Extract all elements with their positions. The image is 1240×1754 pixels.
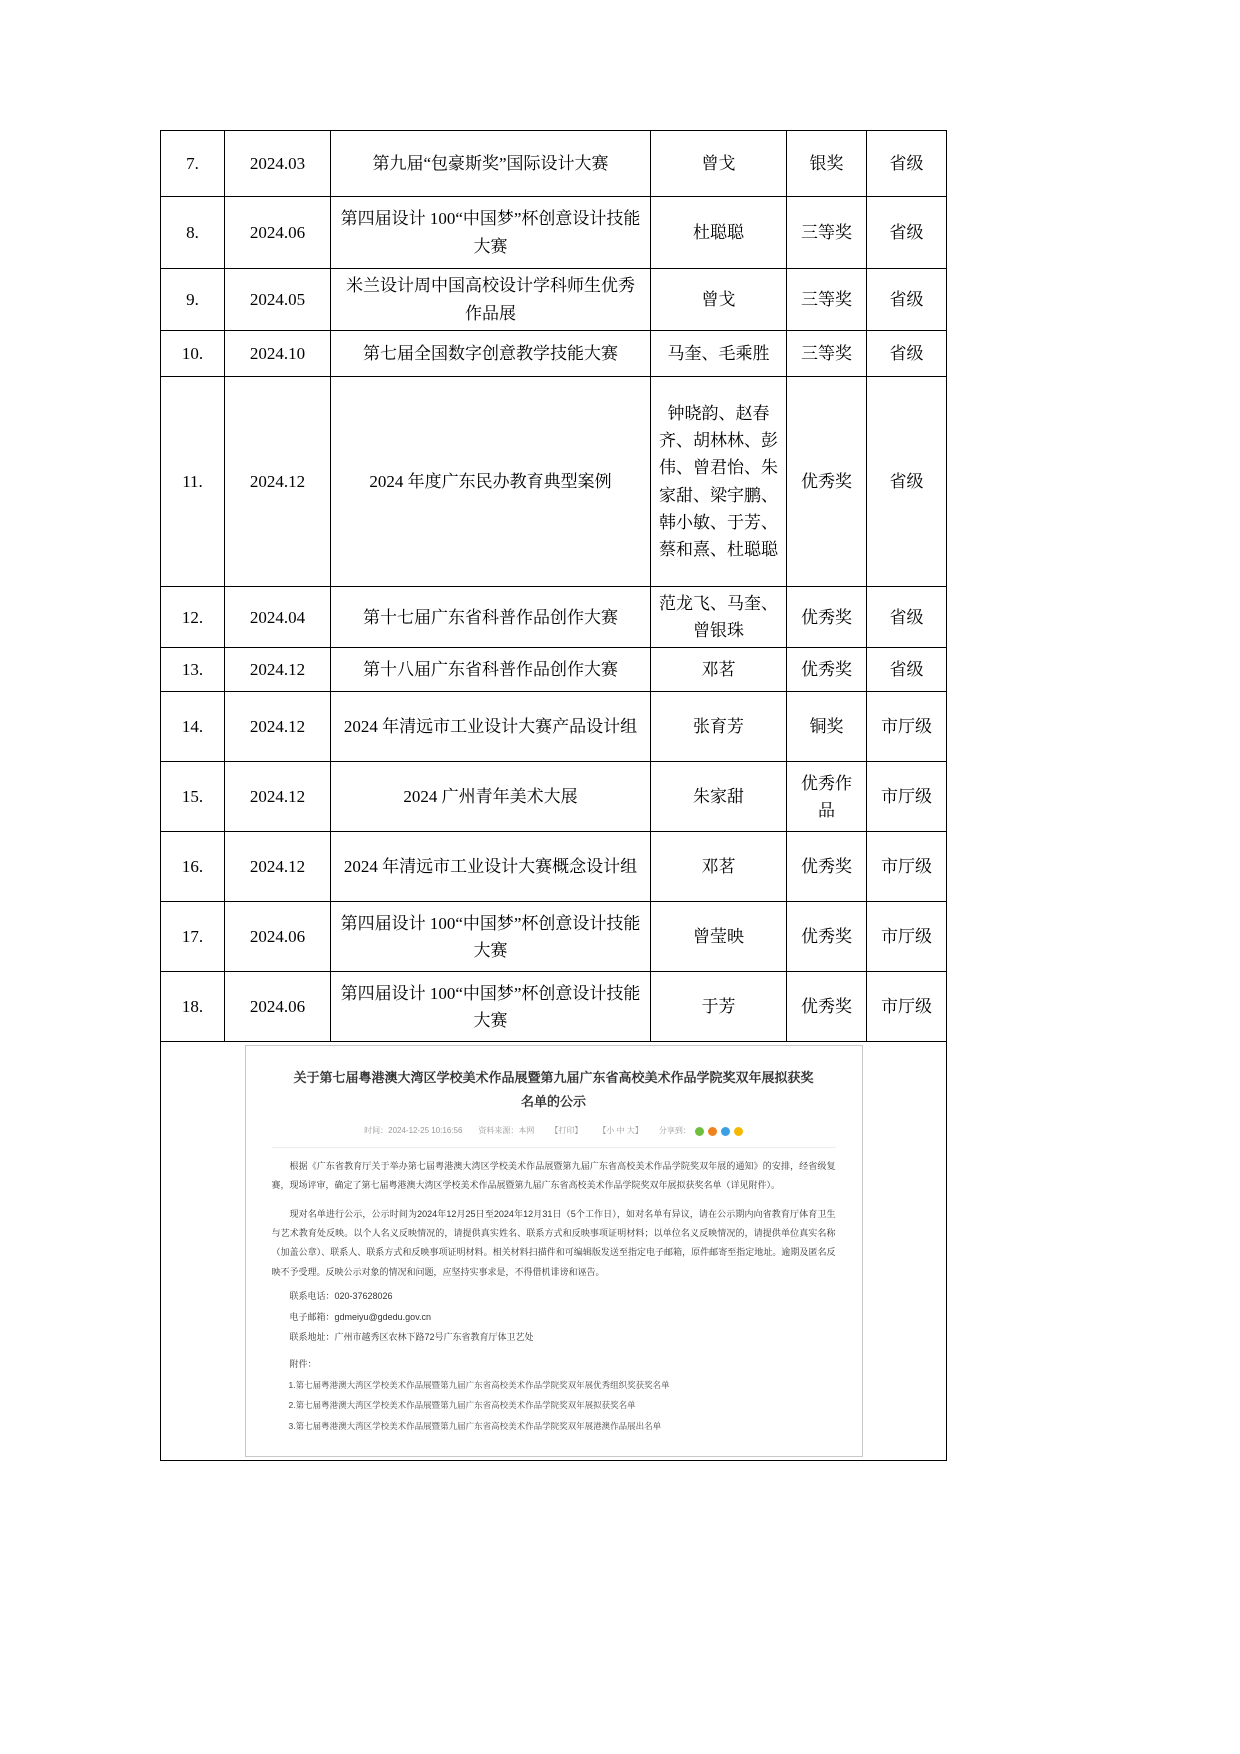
award-date: 2024.10	[225, 331, 331, 377]
row-number: 8.	[161, 197, 225, 269]
winner-names: 钟晓韵、赵春齐、胡林林、彭伟、曾君怡、朱家甜、梁宇鹏、韩小敏、于芳、蔡和熹、杜聪聪	[651, 377, 787, 587]
row-number: 18.	[161, 972, 225, 1042]
competition-name: 第十八届广东省科普作品创作大赛	[331, 648, 651, 692]
award-grade: 铜奖	[787, 692, 867, 762]
winner-names: 曾戈	[651, 131, 787, 197]
award-date: 2024.06	[225, 972, 331, 1042]
award-date: 2024.12	[225, 762, 331, 832]
award-grade: 优秀奖	[787, 832, 867, 902]
winner-names: 马奎、毛乘胜	[651, 331, 787, 377]
winner-names: 范龙飞、马奎、曾银珠	[651, 587, 787, 648]
winner-names: 张育芳	[651, 692, 787, 762]
award-date: 2024.12	[225, 692, 331, 762]
award-level: 省级	[867, 331, 947, 377]
winner-names: 于芳	[651, 972, 787, 1042]
announcement-title: 关于第七届粤港澳大湾区学校美术作品展暨第九届广东省高校美术作品学院奖双年展拟获奖名单的公示	[293, 1070, 814, 1109]
table-row	[161, 587, 947, 648]
announcement-body	[272, 1157, 836, 1282]
table-row	[161, 648, 947, 692]
attachment-link: 3.第七届粤港澳大湾区学校美术作品展暨第九届广东省高校美术作品学院奖双年展港澳作品展出名单	[288, 1420, 662, 1431]
row-number: 11.	[161, 377, 225, 587]
award-date: 2024.03	[225, 131, 331, 197]
announcement-contact	[272, 1286, 836, 1348]
competition-name: 2024 广州青年美术大展	[331, 762, 651, 832]
row-number: 13.	[161, 648, 225, 692]
table-row	[161, 762, 947, 832]
award-grade: 优秀奖	[787, 377, 867, 587]
announcement-paragraph: 根据《广东省教育厅关于举办第七届粤港澳大湾区学校美术作品展暨第九届广东省高校美术作品学院奖双年展的通知》的安排，经省级复赛，现场评审，确定了第七届粤港澳大湾区学校美术作品展暨第九届广东省高校美术作品学院奖双年展拟获奖名单（详见附件）。	[271, 1160, 836, 1191]
award-level: 省级	[867, 269, 947, 331]
competition-name: 第九届“包豪斯奖”国际设计大赛	[331, 131, 651, 197]
announcement-meta-bar	[272, 1125, 836, 1148]
row-number: 15.	[161, 762, 225, 832]
award-level: 省级	[867, 131, 947, 197]
font-size-controls: 【小 中 大】	[598, 1126, 643, 1136]
table-row	[161, 692, 947, 762]
table-row	[161, 902, 947, 972]
row-number: 10.	[161, 331, 225, 377]
award-level: 省级	[867, 587, 947, 648]
award-grade: 优秀作品	[787, 762, 867, 832]
award-level: 省级	[867, 377, 947, 587]
meta-source: 资料来源：本网	[478, 1126, 535, 1136]
award-grade: 优秀奖	[787, 587, 867, 648]
winner-names: 曾莹映	[651, 902, 787, 972]
competition-name: 第七届全国数字创意教学技能大赛	[331, 331, 651, 377]
award-level: 市厅级	[867, 762, 947, 832]
table-row	[161, 197, 947, 269]
share-wechat-icon	[695, 1127, 704, 1136]
award-level: 市厅级	[867, 902, 947, 972]
award-date: 2024.12	[225, 648, 331, 692]
share-controls	[659, 1125, 743, 1138]
competition-name: 第四届设计 100“中国梦”杯创意设计技能大赛	[331, 972, 651, 1042]
award-grade: 优秀奖	[787, 902, 867, 972]
award-level: 市厅级	[867, 832, 947, 902]
row-number: 12.	[161, 587, 225, 648]
award-date: 2024.04	[225, 587, 331, 648]
contact-email: 电子邮箱：gdmeiyu@gdedu.gov.cn	[289, 1311, 432, 1322]
embedded-screenshot-row	[161, 1042, 947, 1461]
award-grade: 优秀奖	[787, 648, 867, 692]
award-grade: 三等奖	[787, 197, 867, 269]
row-number: 7.	[161, 131, 225, 197]
row-number: 9.	[161, 269, 225, 331]
table-row	[161, 269, 947, 331]
table-row	[161, 972, 947, 1042]
competition-name: 第四届设计 100“中国梦”杯创意设计技能大赛	[331, 197, 651, 269]
announcement-screenshot	[245, 1045, 863, 1457]
award-date: 2024.06	[225, 902, 331, 972]
award-level: 市厅级	[867, 972, 947, 1042]
table-row	[161, 131, 947, 197]
announcement-paragraph: 现对名单进行公示，公示时间为2024年12月25日至2024年12月31日（5个工作日），如对名单有异议，请在公示期内向省教育厅体育卫生与艺术教育处反映。以个人名义反映情况的，请提供真实姓名、联系方式和反映事项证明材料；以单位名义反映情况的，请提供单位真实名称（加盖公章）、联系人、联系方式和反映事项证明材料。相关材料扫描件和可编辑版发送至指定电子邮箱，原件邮寄至指定地址。逾期及匿名反映不予受理。反映公示对象的情况和问题，应坚持实事求是，不得借机诽谤和诬告。	[271, 1208, 836, 1277]
embedded-image-cell	[161, 1042, 947, 1461]
share-qq-icon	[721, 1127, 730, 1136]
competition-name: 第四届设计 100“中国梦”杯创意设计技能大赛	[331, 902, 651, 972]
winner-names: 朱家甜	[651, 762, 787, 832]
contact-address: 联系地址：广州市越秀区农林下路72号广东省教育厅体卫艺处	[289, 1332, 534, 1343]
winner-names: 杜聪聪	[651, 197, 787, 269]
award-date: 2024.12	[225, 832, 331, 902]
contact-phone: 联系电话：020-37628026	[289, 1291, 393, 1302]
table-row	[161, 377, 947, 587]
winner-names: 邓茗	[651, 832, 787, 902]
share-label: 分享到：	[658, 1126, 691, 1136]
row-number: 17.	[161, 902, 225, 972]
competition-name: 米兰设计周中国高校设计学科师生优秀作品展	[331, 269, 651, 331]
winner-names: 曾戈	[651, 269, 787, 331]
attachment-link: 2.第七届粤港澳大湾区学校美术作品展暨第九届广东省高校美术作品学院奖双年展拟获奖名单	[288, 1400, 636, 1411]
award-grade: 银奖	[787, 131, 867, 197]
awards-table	[160, 130, 947, 1461]
award-grade: 三等奖	[787, 331, 867, 377]
winner-names: 邓茗	[651, 648, 787, 692]
announcement-attachments	[272, 1354, 836, 1436]
award-level: 省级	[867, 648, 947, 692]
award-grade: 优秀奖	[787, 972, 867, 1042]
competition-name: 2024 年度广东民办教育典型案例	[331, 377, 651, 587]
award-level: 市厅级	[867, 692, 947, 762]
table-row	[161, 832, 947, 902]
row-number: 14.	[161, 692, 225, 762]
attachments-label: 附件：	[289, 1359, 317, 1370]
award-date: 2024.05	[225, 269, 331, 331]
share-weibo-icon	[708, 1127, 717, 1136]
competition-name: 第十七届广东省科普作品创作大赛	[331, 587, 651, 648]
award-date: 2024.12	[225, 377, 331, 587]
award-level: 省级	[867, 197, 947, 269]
meta-time: 时间：2024-12-25 10:16:56	[364, 1126, 463, 1136]
row-number: 16.	[161, 832, 225, 902]
competition-name: 2024 年清远市工业设计大赛概念设计组	[331, 832, 651, 902]
table-row	[161, 331, 947, 377]
competition-name: 2024 年清远市工业设计大赛产品设计组	[331, 692, 651, 762]
share-more-icon	[734, 1127, 743, 1136]
attachment-link: 1.第七届粤港澳大湾区学校美术作品展暨第九届广东省高校美术作品学院奖双年展优秀组织奖获奖名单	[288, 1379, 670, 1390]
award-grade: 三等奖	[787, 269, 867, 331]
award-date: 2024.06	[225, 197, 331, 269]
print-button: 【打印】	[550, 1126, 583, 1136]
